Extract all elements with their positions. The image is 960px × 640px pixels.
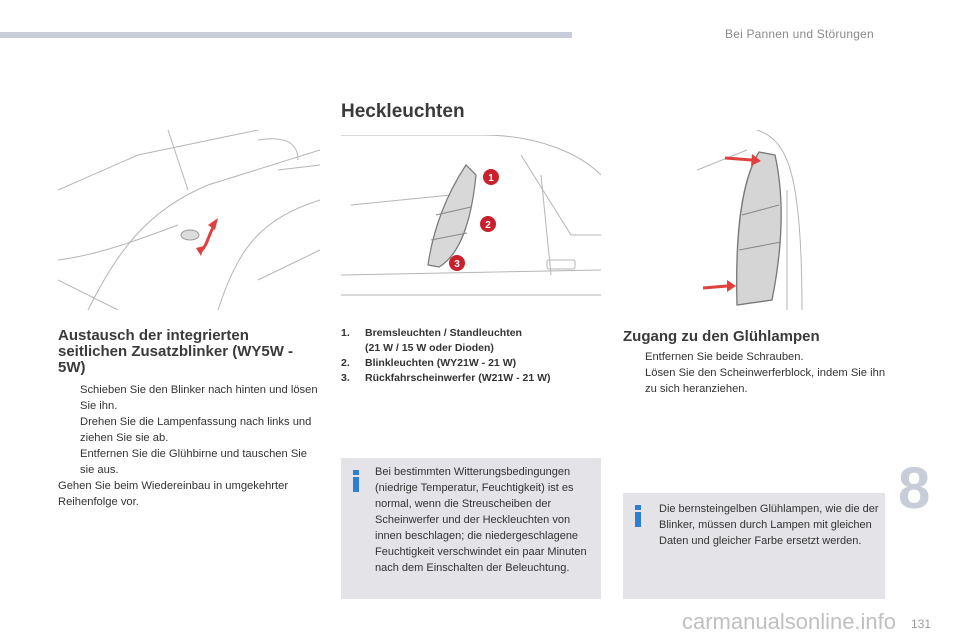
list-item: Entfernen Sie die Glühbirne und tauschen Sie sie aus. [80,448,308,476]
list-item: 2. Blinkleuchten (WY21W - 21 W) [341,357,517,369]
header-accent-bar [0,32,572,38]
red-arrow-icon [196,218,218,256]
chapter-number: 8 [898,456,931,521]
info-icon [633,505,643,527]
lamp-list [341,326,601,386]
section-title: Bei Pannen und Störungen [725,27,874,41]
info-text: Bei bestimmten Witterungsbedingungen (niedrige Temperatur, Feuchtigkeit) ist es normal, wenn die Streuscheiben der Scheinwerfer und der Heckleuchten von innen beschlagen; die niedergeschlagene Feuchtigkeit verschwindet ein paar Minuten nach dem Einschalten der Beleuchtung. [375,466,587,574]
condensation-info-box [341,458,601,599]
callout-2 [480,216,496,232]
list-item: Schieben Sie den Blinker nach hinten und lösen Sie ihn. [80,384,318,412]
amber-bulb-info-box [623,493,885,599]
svg-text:1: 1 [488,173,494,184]
bulb-access-heading: Zugang zu den Glühlampen [623,328,820,345]
callout-3 [449,255,465,271]
callout-1 [483,169,499,185]
list-item: Drehen Sie die Lampenfassung nach links und ziehen Sie sie ab. [80,416,312,444]
page-number: 131 [911,617,932,631]
list-item: 1. Bremsleuchten / Standleuchten (21 W / 15 W oder Dioden) [341,327,522,354]
list-item: Lösen Sie den Scheinwerferblock, indem Sie ihn zu sich heranziehen. [645,367,886,395]
side-blinker-illustration [58,130,320,310]
svg-text:3: 3 [454,259,460,270]
list-item: 3. Rückfahrscheinwerfer (W21W - 21 W) [341,372,551,384]
watermark: carmanualsonline.info [682,609,897,634]
page-title: Heckleuchten [341,101,465,122]
lamp-block-illustration [697,130,807,310]
info-text: Die bernsteingelben Glühlampen, wie die der Blinker, müssen durch Lampen mit gleichen Daten und gleicher Farbe ersetzt werden. [659,503,879,547]
info-icon [351,470,361,492]
bulb-access-steps [623,349,888,397]
svg-text:2: 2 [485,220,491,231]
list-item: Entfernen Sie beide Schrauben. [645,351,804,363]
rear-lamp-illustration [341,135,601,310]
side-blinker-steps [58,382,320,478]
reassembly-note: Gehen Sie beim Wiedereinbau in umgekehrter Reihenfolge vor. [58,480,289,508]
side-blinker-heading: Austausch der integrierten seitlichen Zusatzblinker (WY5W - 5W) [58,327,294,376]
